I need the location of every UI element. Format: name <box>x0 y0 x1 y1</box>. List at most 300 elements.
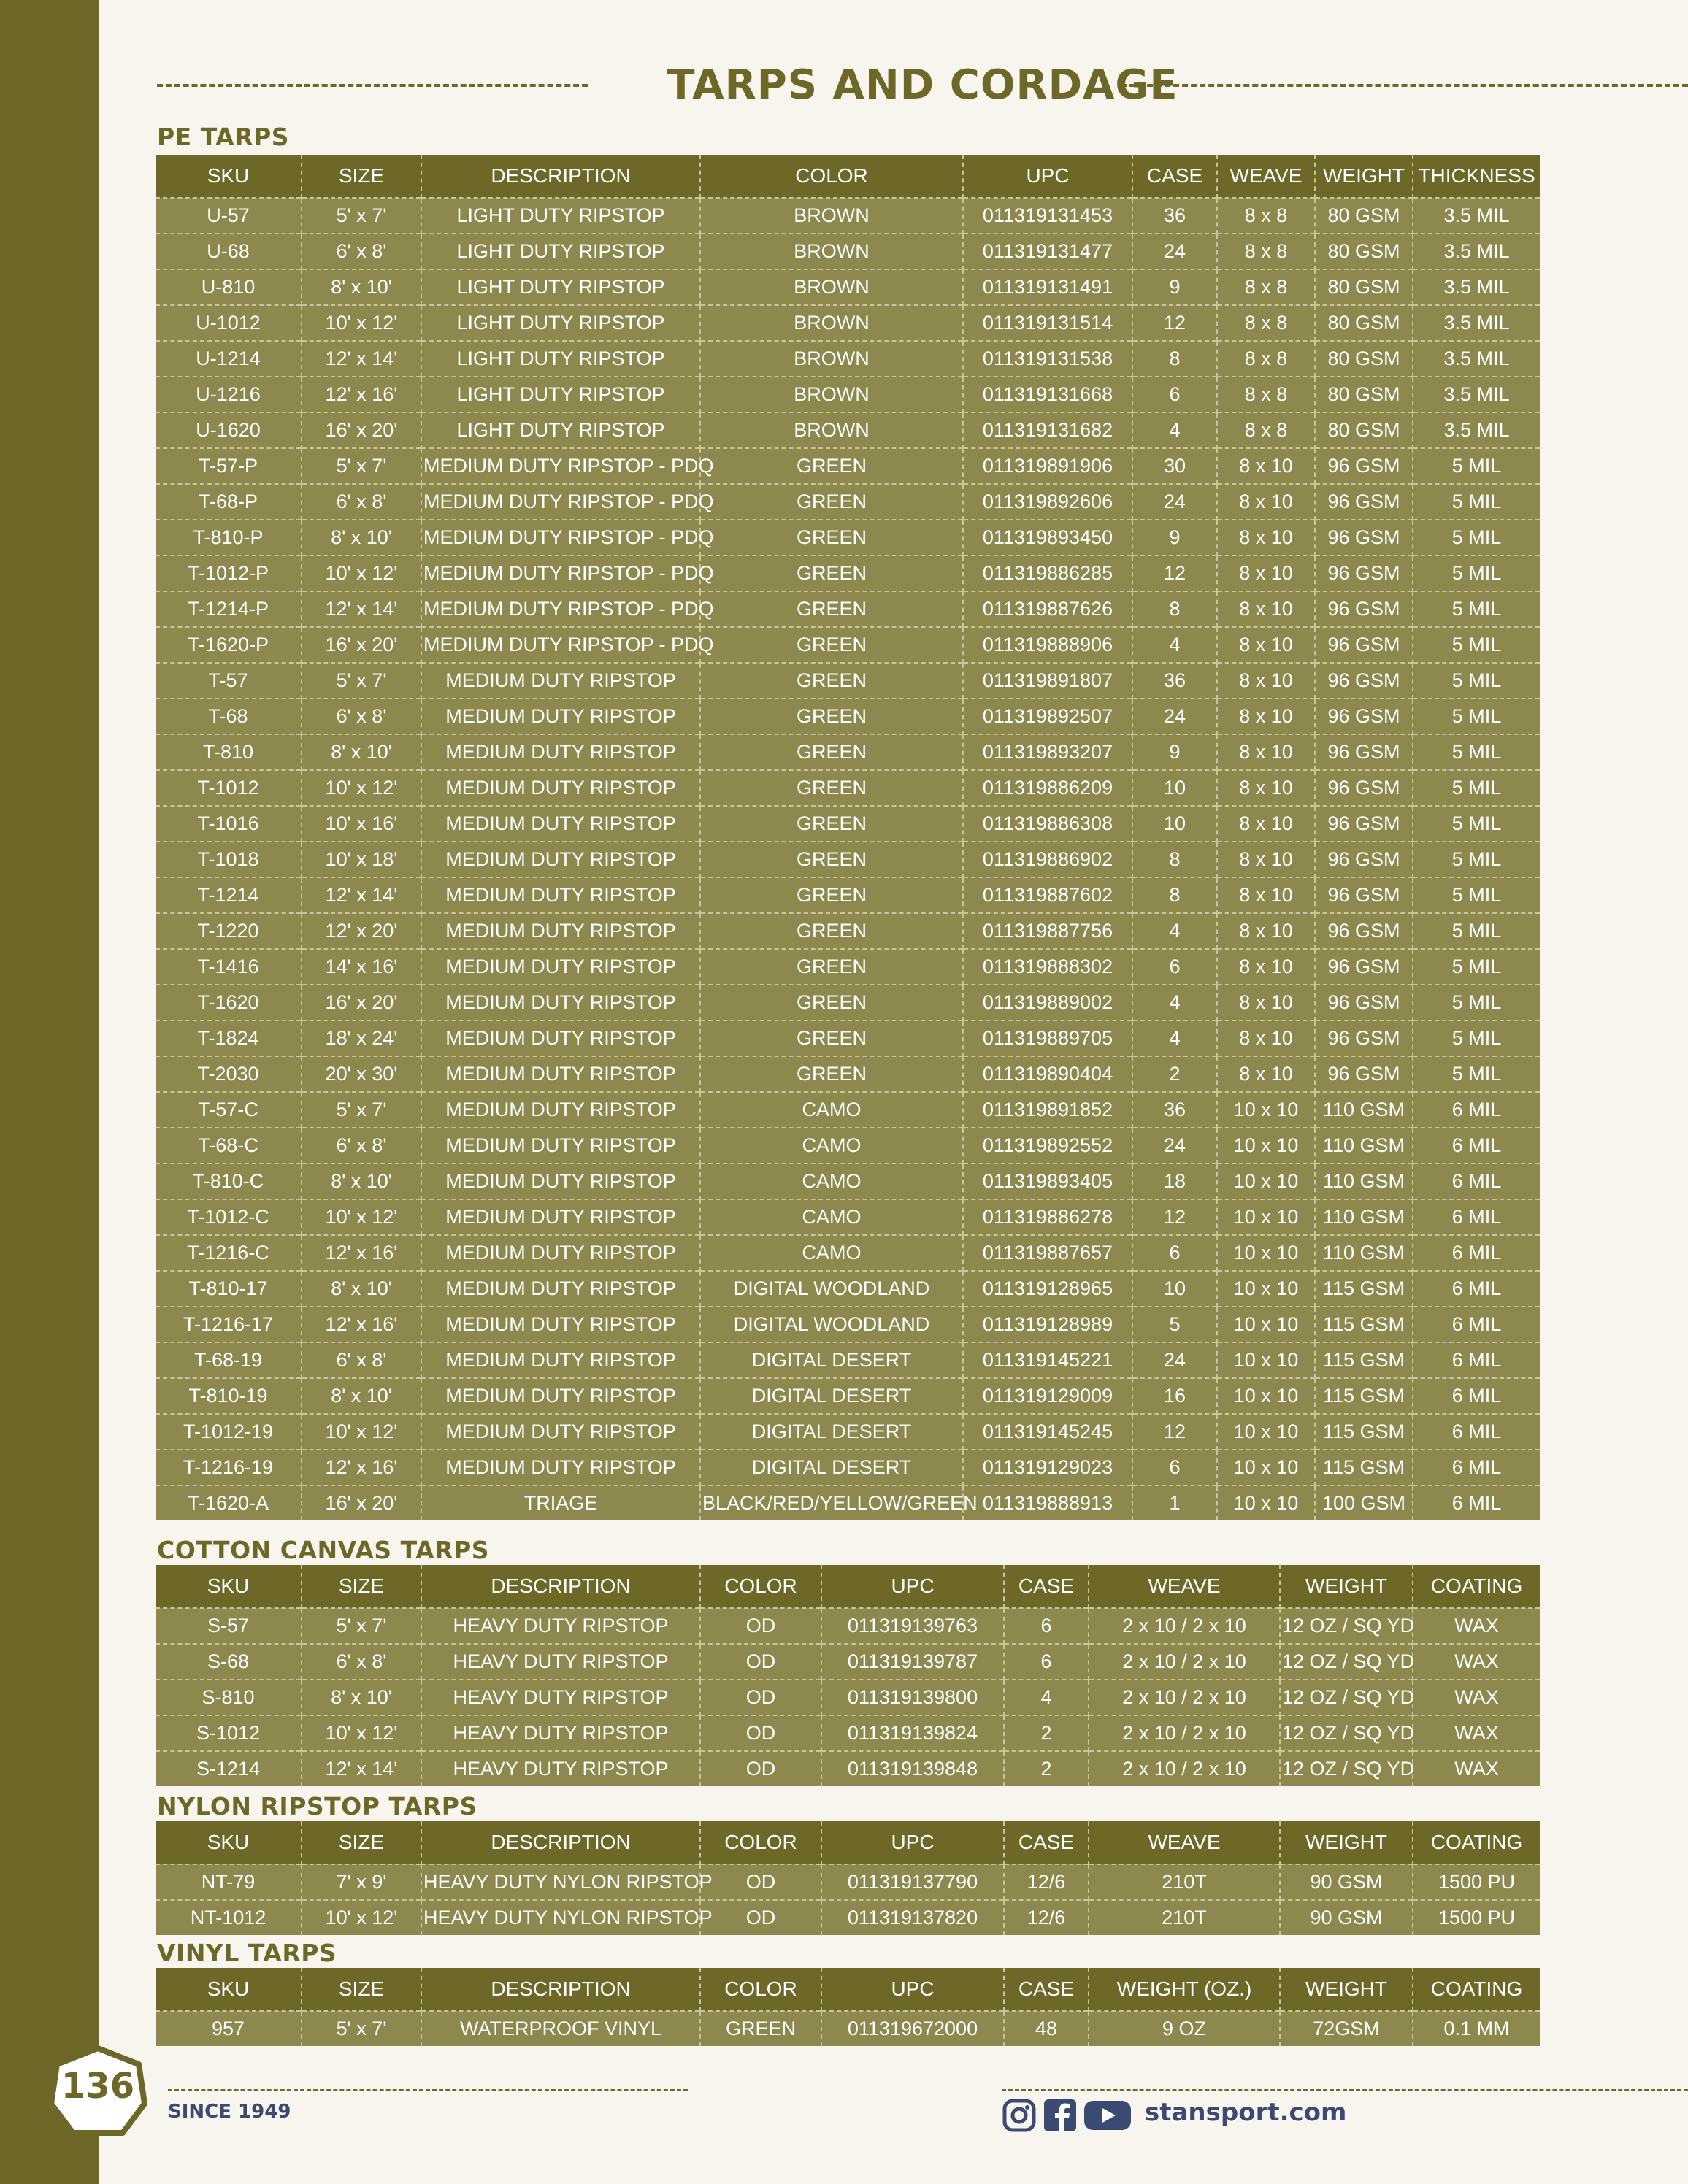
cell-thickness: 5 MIL <box>1413 842 1540 877</box>
cell-upc: 011319129009 <box>963 1378 1132 1414</box>
cell-coating: WAX <box>1413 1751 1540 1786</box>
website-link[interactable]: stansport.com <box>1145 2098 1347 2127</box>
cell-color: DIGITAL WOODLAND <box>700 1307 963 1342</box>
cell-case: 6 <box>1132 1450 1217 1485</box>
cell-weight: 80 GSM <box>1315 305 1413 341</box>
cell-color: DIGITAL DESERT <box>700 1414 963 1450</box>
cell-sku: U-810 <box>156 269 302 305</box>
cell-weight: 96 GSM <box>1315 448 1413 484</box>
cell-size: 10' x 12' <box>302 1199 421 1235</box>
cell-color: CAMO <box>700 1092 963 1128</box>
cell-description: LIGHT DUTY RIPSTOP <box>421 412 700 448</box>
table-row <box>156 377 1540 412</box>
cell-color: GREEN <box>700 663 963 699</box>
cell-weight: 96 GSM <box>1315 913 1413 949</box>
cell-sku: T-68 <box>156 699 302 734</box>
column-header-weave: WEAVE <box>1217 155 1315 198</box>
cell-size: 12' x 14' <box>302 1751 421 1786</box>
cell-sku: T-1220 <box>156 913 302 949</box>
cell-weight: 115 GSM <box>1315 1307 1413 1342</box>
pe-tarps-table <box>156 155 1540 1520</box>
cell-color: DIGITAL DESERT <box>700 1342 963 1378</box>
page-spine <box>0 0 99 2184</box>
table-row <box>156 877 1540 913</box>
facebook-icon[interactable] <box>1043 2098 1078 2133</box>
cell-description: HEAVY DUTY NYLON RIPSTOP <box>421 1864 700 1900</box>
cell-size: 16' x 20' <box>302 627 421 663</box>
cell-upc: 011319139787 <box>821 1644 1004 1680</box>
cell-case: 12/6 <box>1004 1900 1089 1935</box>
cell-thickness: 5 MIL <box>1413 591 1540 627</box>
vinyl-tarps-table <box>156 1968 1540 2046</box>
column-header-sku: SKU <box>156 1565 302 1608</box>
cell-color: GREEN <box>700 699 963 734</box>
cell-upc: 011319129023 <box>963 1450 1132 1485</box>
cell-sku: T-810-19 <box>156 1378 302 1414</box>
cell-upc: 011319131514 <box>963 305 1132 341</box>
cell-color: OD <box>700 1680 821 1715</box>
table-row <box>156 663 1540 699</box>
cell-size: 6' x 8' <box>302 1342 421 1378</box>
cell-size: 12' x 14' <box>302 591 421 627</box>
column-header-weight: WEIGHT <box>1280 1821 1413 1864</box>
table-row <box>156 1751 1540 1786</box>
column-header-case: CASE <box>1004 1821 1089 1864</box>
cell-upc: 011319137790 <box>821 1864 1004 1900</box>
cell-thickness: 5 MIL <box>1413 949 1540 985</box>
cell-thickness: 5 MIL <box>1413 770 1540 806</box>
cell-size: 6' x 8' <box>302 1128 421 1164</box>
cell-sku: S-810 <box>156 1680 302 1715</box>
cell-thickness: 5 MIL <box>1413 734 1540 770</box>
cell-size: 7' x 9' <box>302 1864 421 1900</box>
cell-thickness: 3.5 MIL <box>1413 198 1540 234</box>
cell-coating: WAX <box>1413 1608 1540 1644</box>
cell-weave: 8 x 10 <box>1217 448 1315 484</box>
cell-upc: 011319892606 <box>963 484 1132 520</box>
nylon-ripstop-tarps-table <box>156 1821 1540 1935</box>
cell-case: 10 <box>1132 806 1217 842</box>
cell-description: LIGHT DUTY RIPSTOP <box>421 198 700 234</box>
cell-upc: 011319131491 <box>963 269 1132 305</box>
cell-thickness: 3.5 MIL <box>1413 377 1540 412</box>
table-row <box>156 627 1540 663</box>
cell-case: 12 <box>1132 555 1217 591</box>
cell-size: 12' x 20' <box>302 913 421 949</box>
section-title-vinyl-tarps: VINYL TARPS <box>157 1939 337 1967</box>
cell-sku: T-68-P <box>156 484 302 520</box>
cell-upc: 011319892552 <box>963 1128 1132 1164</box>
cell-weave: 10 x 10 <box>1217 1485 1315 1520</box>
cell-size: 10' x 12' <box>302 1715 421 1751</box>
column-header-upc: UPC <box>821 1968 1004 2011</box>
cell-weight: 90 GSM <box>1280 1900 1413 1935</box>
cell-size: 12' x 14' <box>302 877 421 913</box>
cell-weave: 8 x 10 <box>1217 949 1315 985</box>
cell-thickness: 5 MIL <box>1413 555 1540 591</box>
cell-upc: 011319886209 <box>963 770 1132 806</box>
cell-thickness: 6 MIL <box>1413 1092 1540 1128</box>
cell-sku: U-68 <box>156 234 302 269</box>
cell-color: OD <box>700 1900 821 1935</box>
cell-color: GREEN <box>700 555 963 591</box>
cell-case: 24 <box>1132 234 1217 269</box>
cell-case: 12 <box>1132 305 1217 341</box>
cell-sku: T-1620-A <box>156 1485 302 1520</box>
cell-weave: 210T <box>1089 1864 1280 1900</box>
cell-weave: 2 x 10 / 2 x 10 <box>1089 1644 1280 1680</box>
table-header-row <box>156 1821 1540 1864</box>
table-row <box>156 1235 1540 1271</box>
column-header-upc: UPC <box>821 1821 1004 1864</box>
column-header-description: DESCRIPTION <box>421 1968 700 2011</box>
table-row <box>156 1056 1540 1092</box>
cell-upc: 011319887626 <box>963 591 1132 627</box>
cell-description: MEDIUM DUTY RIPSTOP <box>421 949 700 985</box>
cell-case: 12 <box>1132 1199 1217 1235</box>
cell-weight: 96 GSM <box>1315 484 1413 520</box>
cell-color: GREEN <box>700 484 963 520</box>
table-row <box>156 1199 1540 1235</box>
cell-description: MEDIUM DUTY RIPSTOP <box>421 1307 700 1342</box>
cell-sku: T-1620-P <box>156 627 302 663</box>
cell-description: HEAVY DUTY RIPSTOP <box>421 1680 700 1715</box>
cell-color: GREEN <box>700 627 963 663</box>
cell-color: CAMO <box>700 1235 963 1271</box>
cell-color: DIGITAL DESERT <box>700 1378 963 1414</box>
cell-weave: 8 x 8 <box>1217 305 1315 341</box>
cell-weight: 80 GSM <box>1315 377 1413 412</box>
cell-upc: 011319892507 <box>963 699 1132 734</box>
table-row <box>156 305 1540 341</box>
cell-weight: 80 GSM <box>1315 412 1413 448</box>
cell-size: 18' x 24' <box>302 1020 421 1056</box>
cell-size: 10' x 12' <box>302 770 421 806</box>
cell-size: 8' x 10' <box>302 269 421 305</box>
cell-upc: 011319145245 <box>963 1414 1132 1450</box>
cell-sku: T-1214-P <box>156 591 302 627</box>
cell-size: 16' x 20' <box>302 1485 421 1520</box>
cell-thickness: 3.5 MIL <box>1413 341 1540 377</box>
cell-size: 6' x 8' <box>302 484 421 520</box>
table-row <box>156 1307 1540 1342</box>
cell-case: 10 <box>1132 1271 1217 1307</box>
cell-coating: WAX <box>1413 1644 1540 1680</box>
table-row <box>156 1644 1540 1680</box>
cell-thickness: 5 MIL <box>1413 877 1540 913</box>
page-title: TARPS AND CORDAGE <box>667 61 1178 109</box>
table-row <box>156 985 1540 1020</box>
cell-case: 8 <box>1132 341 1217 377</box>
cell-case: 24 <box>1132 699 1217 734</box>
column-header-weight: WEIGHT <box>1280 1565 1413 1608</box>
cell-description: MEDIUM DUTY RIPSTOP <box>421 1056 700 1092</box>
table-row <box>156 484 1540 520</box>
column-header-coating: COATING <box>1413 1821 1540 1864</box>
table-row <box>156 1092 1540 1128</box>
table-row <box>156 2011 1540 2046</box>
cell-color: GREEN <box>700 520 963 555</box>
column-header-case: CASE <box>1132 155 1217 198</box>
cell-sku: T-68-C <box>156 1128 302 1164</box>
cell-color: CAMO <box>700 1164 963 1199</box>
cell-size: 14' x 16' <box>302 949 421 985</box>
column-header-weight-oz: WEIGHT (OZ.) <box>1089 1968 1280 2011</box>
cell-weight: 110 GSM <box>1315 1092 1413 1128</box>
cell-description: HEAVY DUTY RIPSTOP <box>421 1608 700 1644</box>
cell-color: GREEN <box>700 949 963 985</box>
cell-description: MEDIUM DUTY RIPSTOP <box>421 913 700 949</box>
section-title-pe-tarps: PE TARPS <box>157 123 290 151</box>
cell-weave: 8 x 8 <box>1217 198 1315 234</box>
cell-sku: T-1016 <box>156 806 302 842</box>
cell-weight: 96 GSM <box>1315 1020 1413 1056</box>
cell-sku: T-1216-17 <box>156 1307 302 1342</box>
cell-weave: 8 x 10 <box>1217 985 1315 1020</box>
cell-sku: T-810-C <box>156 1164 302 1199</box>
cell-sku: 957 <box>156 2011 302 2046</box>
cell-weight: 100 GSM <box>1315 1485 1413 1520</box>
cell-thickness: 5 MIL <box>1413 913 1540 949</box>
cell-description: WATERPROOF VINYL <box>421 2011 700 2046</box>
cell-size: 6' x 8' <box>302 1644 421 1680</box>
column-header-description: DESCRIPTION <box>421 1821 700 1864</box>
table-row <box>156 699 1540 734</box>
cell-description: MEDIUM DUTY RIPSTOP <box>421 1164 700 1199</box>
cell-weight: 110 GSM <box>1315 1164 1413 1199</box>
cell-description: LIGHT DUTY RIPSTOP <box>421 377 700 412</box>
table-row <box>156 1450 1540 1485</box>
cell-weave: 8 x 8 <box>1217 412 1315 448</box>
cell-sku: U-57 <box>156 198 302 234</box>
cell-weave: 2 x 10 / 2 x 10 <box>1089 1680 1280 1715</box>
cell-sku: T-1824 <box>156 1020 302 1056</box>
cell-size: 8' x 10' <box>302 520 421 555</box>
table-row <box>156 1128 1540 1164</box>
cell-weight: 12 OZ / SQ YD <box>1280 1644 1413 1680</box>
cell-weave: 210T <box>1089 1900 1280 1935</box>
cell-description: MEDIUM DUTY RIPSTOP - PDQ <box>421 591 700 627</box>
cell-weave: 8 x 10 <box>1217 699 1315 734</box>
cell-color: GREEN <box>700 448 963 484</box>
cell-description: TRIAGE <box>421 1485 700 1520</box>
cell-description: MEDIUM DUTY RIPSTOP - PDQ <box>421 555 700 591</box>
cell-weave: 10 x 10 <box>1217 1414 1315 1450</box>
cell-weave: 10 x 10 <box>1217 1450 1315 1485</box>
cell-size: 12' x 14' <box>302 341 421 377</box>
cell-description: MEDIUM DUTY RIPSTOP <box>421 1378 700 1414</box>
column-header-sku: SKU <box>156 1821 302 1864</box>
cell-case: 6 <box>1004 1608 1089 1644</box>
cell-weight: 80 GSM <box>1315 234 1413 269</box>
cell-description: HEAVY DUTY RIPSTOP <box>421 1715 700 1751</box>
column-header-size: SIZE <box>302 155 421 198</box>
cell-color: GREEN <box>700 591 963 627</box>
cell-description: MEDIUM DUTY RIPSTOP <box>421 1450 700 1485</box>
cell-thickness: 6 MIL <box>1413 1450 1540 1485</box>
cell-coating: WAX <box>1413 1715 1540 1751</box>
cell-size: 8' x 10' <box>302 1680 421 1715</box>
cell-sku: T-68-19 <box>156 1342 302 1378</box>
cell-color: GREEN <box>700 1020 963 1056</box>
cell-upc: 011319131453 <box>963 198 1132 234</box>
cell-upc: 011319888906 <box>963 627 1132 663</box>
cell-color: CAMO <box>700 1128 963 1164</box>
cell-description: LIGHT DUTY RIPSTOP <box>421 305 700 341</box>
cell-size: 8' x 10' <box>302 1271 421 1307</box>
cell-description: LIGHT DUTY RIPSTOP <box>421 269 700 305</box>
cell-description: MEDIUM DUTY RIPSTOP - PDQ <box>421 448 700 484</box>
cell-size: 6' x 8' <box>302 699 421 734</box>
cell-upc: 011319891906 <box>963 448 1132 484</box>
table-row <box>156 591 1540 627</box>
cell-weight: 115 GSM <box>1315 1342 1413 1378</box>
cell-weave: 2 x 10 / 2 x 10 <box>1089 1715 1280 1751</box>
cell-case: 36 <box>1132 1092 1217 1128</box>
cell-thickness: 5 MIL <box>1413 699 1540 734</box>
cell-sku: T-57-P <box>156 448 302 484</box>
cell-color: BROWN <box>700 198 963 234</box>
cell-weight: 110 GSM <box>1315 1199 1413 1235</box>
cell-weave: 8 x 10 <box>1217 591 1315 627</box>
cell-weave: 8 x 10 <box>1217 555 1315 591</box>
column-header-color: COLOR <box>700 1821 821 1864</box>
cell-description: HEAVY DUTY RIPSTOP <box>421 1751 700 1786</box>
youtube-icon[interactable] <box>1083 2098 1132 2133</box>
cell-sku: S-1012 <box>156 1715 302 1751</box>
cell-description: MEDIUM DUTY RIPSTOP <box>421 1020 700 1056</box>
column-header-sku: SKU <box>156 155 302 198</box>
cell-weave: 8 x 10 <box>1217 913 1315 949</box>
table-row <box>156 1164 1540 1199</box>
cell-coating: 1500 PU <box>1413 1864 1540 1900</box>
cell-sku: T-57 <box>156 663 302 699</box>
cell-size: 10' x 12' <box>302 1900 421 1935</box>
cell-upc: 011319887756 <box>963 913 1132 949</box>
column-header-weight: WEIGHT <box>1315 155 1413 198</box>
cell-upc: 011319888302 <box>963 949 1132 985</box>
cell-weave: 10 x 10 <box>1217 1128 1315 1164</box>
cell-size: 5' x 7' <box>302 448 421 484</box>
cell-color: BROWN <box>700 269 963 305</box>
cell-weight: 115 GSM <box>1315 1378 1413 1414</box>
cell-size: 12' x 16' <box>302 1450 421 1485</box>
cell-weight: 96 GSM <box>1315 734 1413 770</box>
cell-weight: 96 GSM <box>1315 1056 1413 1092</box>
cell-case: 24 <box>1132 484 1217 520</box>
cell-color: OD <box>700 1751 821 1786</box>
cell-description: HEAVY DUTY NYLON RIPSTOP <box>421 1900 700 1935</box>
table-row <box>156 1715 1540 1751</box>
cell-sku: T-810-P <box>156 520 302 555</box>
cell-sku: T-1012 <box>156 770 302 806</box>
cell-upc: 011319887657 <box>963 1235 1132 1271</box>
column-header-description: DESCRIPTION <box>421 1565 700 1608</box>
column-header-weave: WEAVE <box>1089 1821 1280 1864</box>
table-row <box>156 1342 1540 1378</box>
page-header <box>157 60 1688 111</box>
cell-case: 1 <box>1132 1485 1217 1520</box>
table-row <box>156 448 1540 484</box>
table-row <box>156 234 1540 269</box>
cell-thickness: 6 MIL <box>1413 1342 1540 1378</box>
cell-size: 5' x 7' <box>302 198 421 234</box>
cell-color: BLACK/RED/YELLOW/GREEN <box>700 1485 963 1520</box>
cell-case: 4 <box>1132 985 1217 1020</box>
cell-case: 4 <box>1132 412 1217 448</box>
cell-size: 10' x 12' <box>302 555 421 591</box>
cell-upc: 011319139763 <box>821 1608 1004 1644</box>
table-row <box>156 1378 1540 1414</box>
instagram-icon[interactable] <box>1002 2098 1037 2133</box>
cell-weight: 90 GSM <box>1280 1864 1413 1900</box>
cell-color: GREEN <box>700 985 963 1020</box>
cell-weight: 115 GSM <box>1315 1271 1413 1307</box>
cell-sku: S-1214 <box>156 1751 302 1786</box>
cell-weave: 2 x 10 / 2 x 10 <box>1089 1751 1280 1786</box>
cell-weight: 96 GSM <box>1315 627 1413 663</box>
cell-size: 12' x 16' <box>302 1235 421 1271</box>
cell-case: 6 <box>1132 949 1217 985</box>
cell-weave: 8 x 10 <box>1217 806 1315 842</box>
cell-case: 24 <box>1132 1128 1217 1164</box>
cell-case: 8 <box>1132 591 1217 627</box>
cell-weight: 80 GSM <box>1315 269 1413 305</box>
footer-divider-right <box>1002 2089 1688 2091</box>
cell-upc: 011319145221 <box>963 1342 1132 1378</box>
cell-sku: T-1012-19 <box>156 1414 302 1450</box>
cell-case: 4 <box>1004 1680 1089 1715</box>
table-row <box>156 520 1540 555</box>
cell-weight: 115 GSM <box>1315 1450 1413 1485</box>
table-row <box>156 1608 1540 1644</box>
cell-upc: 011319886902 <box>963 842 1132 877</box>
cell-weave: 10 x 10 <box>1217 1164 1315 1199</box>
cell-case: 4 <box>1132 913 1217 949</box>
cell-case: 48 <box>1004 2011 1089 2046</box>
cell-upc: 011319889002 <box>963 985 1132 1020</box>
table-row <box>156 842 1540 877</box>
table-row <box>156 1485 1540 1520</box>
cell-weave: 10 x 10 <box>1217 1342 1315 1378</box>
column-header-thickness: THICKNESS <box>1413 155 1540 198</box>
cell-case: 4 <box>1132 627 1217 663</box>
cell-upc: 011319890404 <box>963 1056 1132 1092</box>
cell-upc: 011319131682 <box>963 412 1132 448</box>
table-row <box>156 1020 1540 1056</box>
cell-weave: 8 x 10 <box>1217 877 1315 913</box>
cell-color: BROWN <box>700 234 963 269</box>
cell-weave: 8 x 10 <box>1217 1020 1315 1056</box>
cell-sku: T-57-C <box>156 1092 302 1128</box>
cell-weight: 12 OZ / SQ YD <box>1280 1715 1413 1751</box>
column-header-description: DESCRIPTION <box>421 155 700 198</box>
cell-upc: 011319886285 <box>963 555 1132 591</box>
cell-case: 4 <box>1132 1020 1217 1056</box>
cell-weave: 10 x 10 <box>1217 1199 1315 1235</box>
cell-case: 2 <box>1132 1056 1217 1092</box>
cell-color: OD <box>700 1715 821 1751</box>
column-header-case: CASE <box>1004 1968 1089 2011</box>
cell-upc: 011319891852 <box>963 1092 1132 1128</box>
cell-upc: 011319886308 <box>963 806 1132 842</box>
cell-sku: T-1216-C <box>156 1235 302 1271</box>
cell-upc: 011319131477 <box>963 234 1132 269</box>
cell-weave: 8 x 10 <box>1217 484 1315 520</box>
cell-case: 10 <box>1132 770 1217 806</box>
cell-description: MEDIUM DUTY RIPSTOP <box>421 877 700 913</box>
cell-weave: 8 x 10 <box>1217 1056 1315 1092</box>
